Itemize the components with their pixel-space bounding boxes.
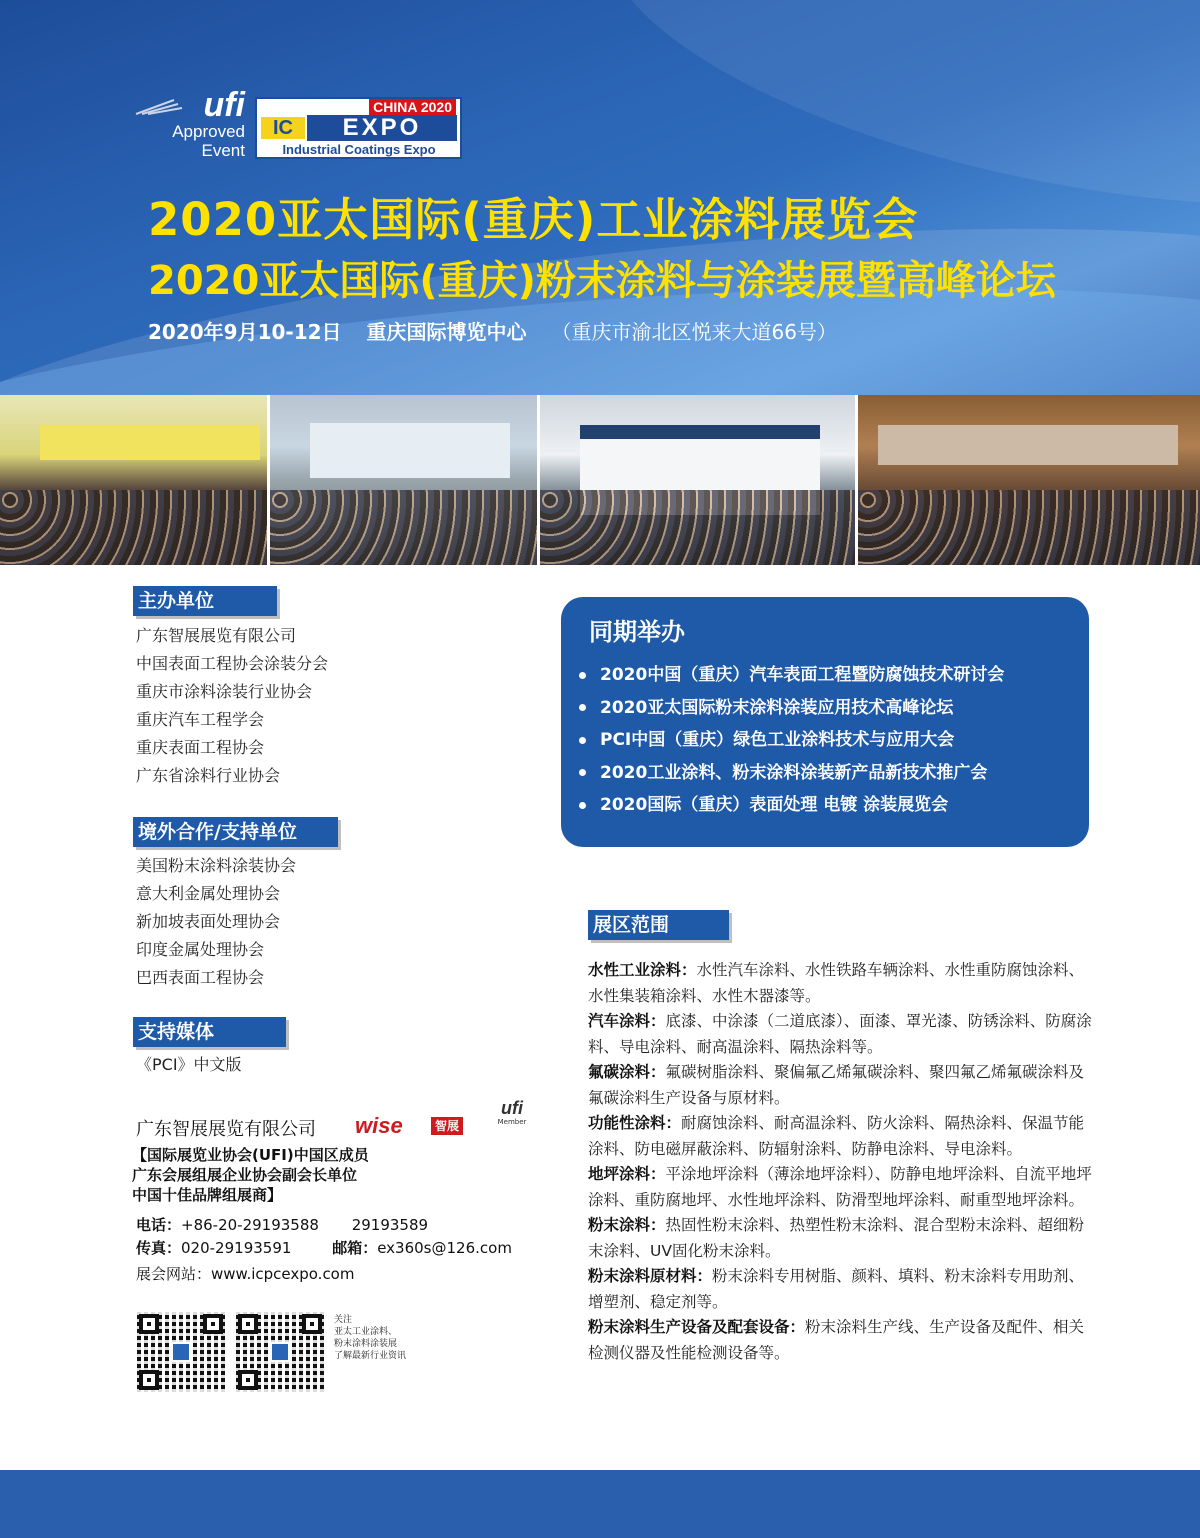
website-link[interactable]: www.icpcexpo.com [211,1265,355,1283]
concurrent-events-box [561,597,1089,847]
photo-audience [858,490,1200,565]
company-credentials [132,1145,369,1205]
fax-email-line [136,1237,512,1259]
photo-crowd [270,490,537,565]
bullet-icon [579,704,586,711]
qr-finder [302,1314,322,1334]
email-label: 邮箱： [332,1239,378,1257]
event-address: （重庆市渝北区悦来大道66号） [551,320,837,344]
scope-item [588,1060,1098,1111]
event-name: 2020国际（重庆）表面处理 电镀 涂装展览会 [600,795,949,815]
website-line [136,1263,354,1285]
wise-logo [355,1113,480,1139]
qr-finder [139,1370,159,1390]
list-item: 广东智展展览有限公司 [136,626,297,645]
scope-item [588,1162,1098,1213]
event-date: 2020年9月10-12日 [148,320,342,344]
bullet-icon [579,802,586,809]
list-item: 广东省涂料行业协会 [136,766,281,785]
scope-term: 粉末涂料生产设备及配套设备： [588,1318,806,1336]
header-banner [0,0,1200,395]
ufi-member-text: Member [497,1118,527,1126]
ufi-approved-logo [130,88,245,163]
list-item: 意大利金属处理协会 [136,884,281,903]
qr-center-logo [171,1342,191,1362]
scope-term: 汽车涂料： [588,1012,666,1030]
fax-number: 020-29193591 [181,1239,292,1257]
fax-label: 传真： [136,1239,182,1257]
wise-logo-text: wise [355,1113,403,1138]
photo-strip [0,395,1200,565]
footer-bar [0,1470,1200,1538]
bullet-icon [579,737,586,744]
credential-line: 广东会展组展企业协会副会长单位 [132,1166,358,1184]
scope-item [588,958,1098,1009]
photo-crowd [0,490,267,565]
photo-stage [878,425,1178,465]
event-name: 2020中国（重庆）汽车表面工程暨防腐蚀技术研讨会 [600,665,1005,685]
scope-item [588,1264,1098,1315]
qr-finder [238,1314,258,1334]
event-name: 2020工业涂料、粉末涂料涂装新产品新技术推广会 [600,762,988,783]
icexpo-subtitle: Industrial Coatings Expo [282,142,436,157]
organizers-list [136,622,328,790]
list-item [579,724,1004,757]
qr-caption [334,1314,406,1362]
list-item: 美国粉末涂料涂装协会 [136,856,297,875]
bullet-icon [579,769,586,776]
icexpo-ic: IC [261,117,305,139]
ufi-member-mark: ufi [501,1098,523,1118]
icexpo-logo [255,97,462,159]
media-list [136,1051,242,1079]
event-name: 2020亚太国际粉末涂料涂装应用技术高峰论坛 [600,697,954,718]
scope-item [588,1009,1098,1060]
scope-desc: 氟碳树脂涂料、聚偏氟乙烯氟碳涂料、聚四氟乙烯氟碳涂料及氟碳涂料生产设备与原材料。 [588,1063,1085,1107]
scope-desc: 平涂地坪涂料（薄涂地坪涂料）、防静电地坪涂料、自流平地坪涂料、重防腐地坪、水性地坪涂料、防滑型地坪涂料、耐重型地坪涂料。 [588,1165,1092,1209]
media-label: 支持媒体 [133,1017,286,1047]
list-item [579,692,1004,725]
company-name: 广东智展展览有限公司 [136,1119,316,1140]
scope-desc: 粉末涂料专用树脂、颜料、填料、粉末涂料专用助剂、增塑剂、稳定剂等。 [588,1267,1085,1311]
scope-label: 展区范围 [588,910,729,940]
overseas-list [136,852,296,992]
ufi-mark: ufi [203,86,245,124]
photo-banner [310,423,510,478]
list-item: 重庆汽车工程学会 [136,710,265,729]
credential-line: 【国际展览业协会(UFI)中国区成员 [132,1146,369,1164]
organizers-label: 主办单位 [133,586,277,616]
scope-term: 功能性涂料： [588,1114,682,1132]
list-item [579,659,1004,692]
list-item: 巴西表面工程协会 [136,968,265,987]
scope-desc: 粉末涂料生产线、生产设备及配件、相关检测仪器及性能检测设备等。 [588,1318,1085,1362]
phone-number[interactable]: +86-20-29193588 [181,1216,319,1234]
photo-exhibition-hall [270,395,540,565]
list-item: 中国表面工程协会涂装分会 [136,654,329,673]
website-label: 展会网站： [136,1265,212,1283]
icexpo-china-year: CHINA 2020 [369,99,456,115]
main-title: 2020亚太国际(重庆)工业涂料展览会 [148,193,919,246]
concurrent-list [579,659,1004,822]
email-link[interactable]: ex360s@126.com [377,1239,512,1257]
event-venue: 重庆国际博览中心 [366,320,527,344]
photo-registration [0,395,270,565]
photo-forum [858,395,1200,565]
list-item: 重庆市涂料涂装行业协会 [136,682,313,701]
list-item: 重庆表面工程协会 [136,738,265,757]
scope-term: 地坪涂料： [588,1165,666,1183]
list-item: 《PCI》中文版 [136,1055,242,1074]
qr-finder [203,1314,223,1334]
scope-item [588,1111,1098,1162]
ufi-approved-text: Approved [172,122,245,141]
sub-title: 2020亚太国际(重庆)粉末涂料与涂装展暨高峰论坛 [148,258,1056,304]
ufi-swoosh-icon [134,96,184,116]
overseas-label: 境外合作/支持单位 [133,817,338,847]
qr-caption-line: 粉末涂料涂装展 [334,1339,398,1349]
scope-term: 粉末涂料： [588,1216,666,1234]
photo-crowd [540,490,855,565]
list-item [579,757,1004,790]
list-item [579,789,1004,822]
scope-desc: 热固性粉末涂料、热塑性粉末涂料、混合型粉末涂料、超细粉末涂料、UV固化粉末涂料。 [588,1216,1085,1260]
list-item: 印度金属处理协会 [136,940,265,959]
scope-term: 粉末涂料原材料： [588,1267,713,1285]
credential-line: 中国十佳品牌组展商】 [132,1186,283,1204]
qr-caption-line: 亚太工业涂料、 [334,1327,398,1337]
scope-item [588,1213,1098,1264]
concurrent-title: 同期举办 [589,618,685,646]
qr-center-logo [270,1342,290,1362]
icexpo-expo: EXPO [307,115,457,141]
list-item: 新加坡表面处理协会 [136,912,281,931]
qr-code-icon [137,1312,225,1392]
qr-caption-line: 关注 [334,1315,353,1325]
qr-code-icon [236,1312,324,1392]
ufi-member-logo [497,1098,527,1138]
phone-line [136,1214,428,1236]
event-name: PCI中国（重庆）绿色工业涂料技术与应用大会 [600,730,955,750]
phone-number-2[interactable]: 29193589 [351,1216,429,1234]
bullet-icon [579,672,586,679]
qr-finder [238,1370,258,1390]
photo-banner [40,425,260,460]
scope-list [588,958,1098,1366]
ufi-event-text: Event [201,141,245,160]
qr-caption-line: 了解最新行业资讯 [334,1351,407,1361]
scope-desc: 底漆、中涂漆（二道底漆）、面漆、罩光漆、防锈涂料、防腐涂料、导电涂料、耐高温涂料、隔热涂料等。 [588,1012,1092,1056]
photo-booth [540,395,858,565]
wise-logo-cn: 智展 [431,1117,463,1135]
scope-item [588,1315,1098,1366]
qr-finder [139,1314,159,1334]
scope-term: 水性工业涂料： [588,961,697,979]
scope-desc: 耐腐蚀涂料、耐高温涂料、防火涂料、隔热涂料、保温节能涂料、防电磁屏蔽涂料、防辐射涂料、防静电涂料、导电涂料。 [588,1114,1085,1158]
event-dateline [148,318,1048,346]
phone-label: 电话： [136,1216,182,1234]
scope-desc: 水性汽车涂料、水性铁路车辆涂料、水性重防腐蚀涂料、水性集装箱涂料、水性木器漆等。 [588,961,1085,1005]
scope-term: 氟碳涂料： [588,1063,666,1081]
